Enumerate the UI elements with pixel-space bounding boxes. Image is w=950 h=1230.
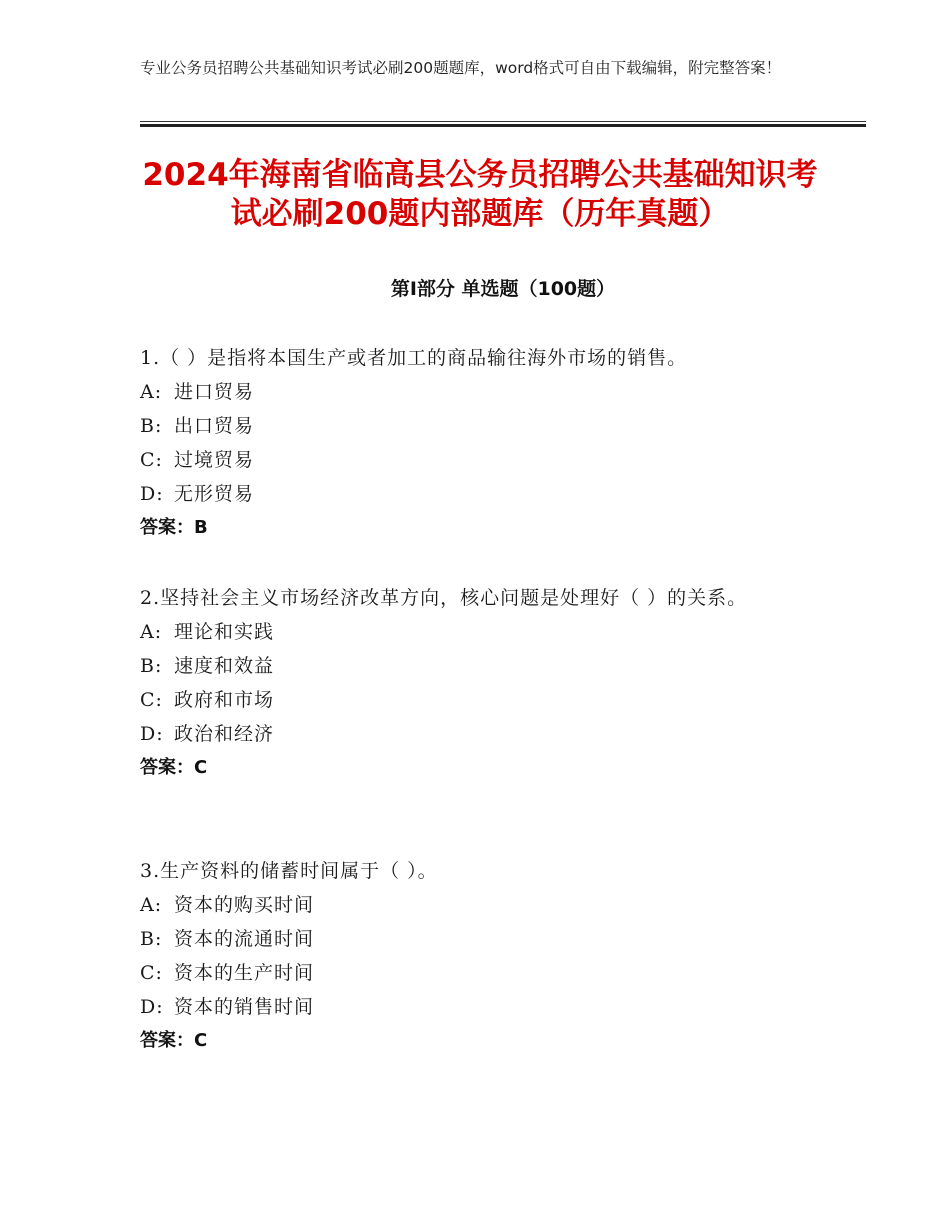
option-text: 资本的生产时间 — [174, 962, 315, 984]
option-b — [140, 649, 800, 683]
answer-label: 答案： — [140, 757, 194, 778]
option-letter: D: — [140, 483, 164, 505]
option-letter: D: — [140, 996, 164, 1018]
question-1 — [140, 341, 800, 545]
option-letter: C: — [140, 689, 163, 711]
answer-value: C — [194, 757, 208, 778]
option-c — [140, 956, 800, 990]
option-letter: C: — [140, 962, 163, 984]
header-rule-top — [140, 121, 866, 122]
option-a — [140, 615, 800, 649]
option-d — [140, 990, 800, 1024]
question-stem: 1.（ ）是指将本国生产或者加工的商品输往海外市场的销售。 — [140, 347, 688, 369]
header-rule-bottom — [140, 124, 866, 127]
answer-value: C — [194, 1030, 208, 1051]
option-b — [140, 922, 800, 956]
question-2 — [140, 581, 800, 785]
option-letter: C: — [140, 449, 163, 471]
header-note: 专业公务员招聘公共基础知识考试必刷200题题库，word格式可自由下载编辑，附完整答案！ — [140, 59, 782, 77]
answer-line — [140, 751, 800, 785]
option-letter: A: — [140, 621, 163, 643]
option-d — [140, 477, 800, 511]
option-letter: B: — [140, 415, 163, 437]
option-letter: D: — [140, 723, 164, 745]
option-c — [140, 683, 800, 717]
option-text: 进口贸易 — [174, 381, 255, 403]
question-3 — [140, 854, 800, 1058]
answer-label: 答案： — [140, 517, 194, 538]
option-a — [140, 375, 800, 409]
option-text: 资本的购买时间 — [174, 894, 315, 916]
option-text: 过境贸易 — [174, 449, 255, 471]
section-title: 第Ⅰ部分 单选题（100题） — [390, 278, 616, 300]
answer-line — [140, 1024, 800, 1058]
option-letter: B: — [140, 655, 163, 677]
option-text: 政府和市场 — [174, 689, 275, 711]
option-letter: A: — [140, 894, 163, 916]
option-text: 速度和效益 — [174, 655, 275, 677]
question-stem: 2.坚持社会主义市场经济改革方向，核心问题是处理好（ ）的关系。 — [140, 587, 748, 609]
question-stem: 3.生产资料的储蓄时间属于（ ）。 — [140, 860, 438, 882]
option-text: 资本的流通时间 — [174, 928, 315, 950]
option-text: 无形贸易 — [174, 483, 255, 505]
option-letter: B: — [140, 928, 163, 950]
option-text: 出口贸易 — [174, 415, 255, 437]
option-c — [140, 443, 800, 477]
answer-label: 答案： — [140, 1030, 194, 1051]
option-text: 资本的销售时间 — [174, 996, 315, 1018]
option-a — [140, 888, 800, 922]
option-text: 政治和经济 — [174, 723, 275, 745]
option-d — [140, 717, 800, 751]
option-text: 理论和实践 — [174, 621, 275, 643]
option-letter: A: — [140, 381, 163, 403]
document-title: 2024年海南省临高县公务员招聘公共基础知识考试必刷200题内部题库（历年真题） — [142, 157, 818, 232]
answer-line — [140, 511, 800, 545]
answer-value: B — [194, 517, 208, 538]
option-b — [140, 409, 800, 443]
